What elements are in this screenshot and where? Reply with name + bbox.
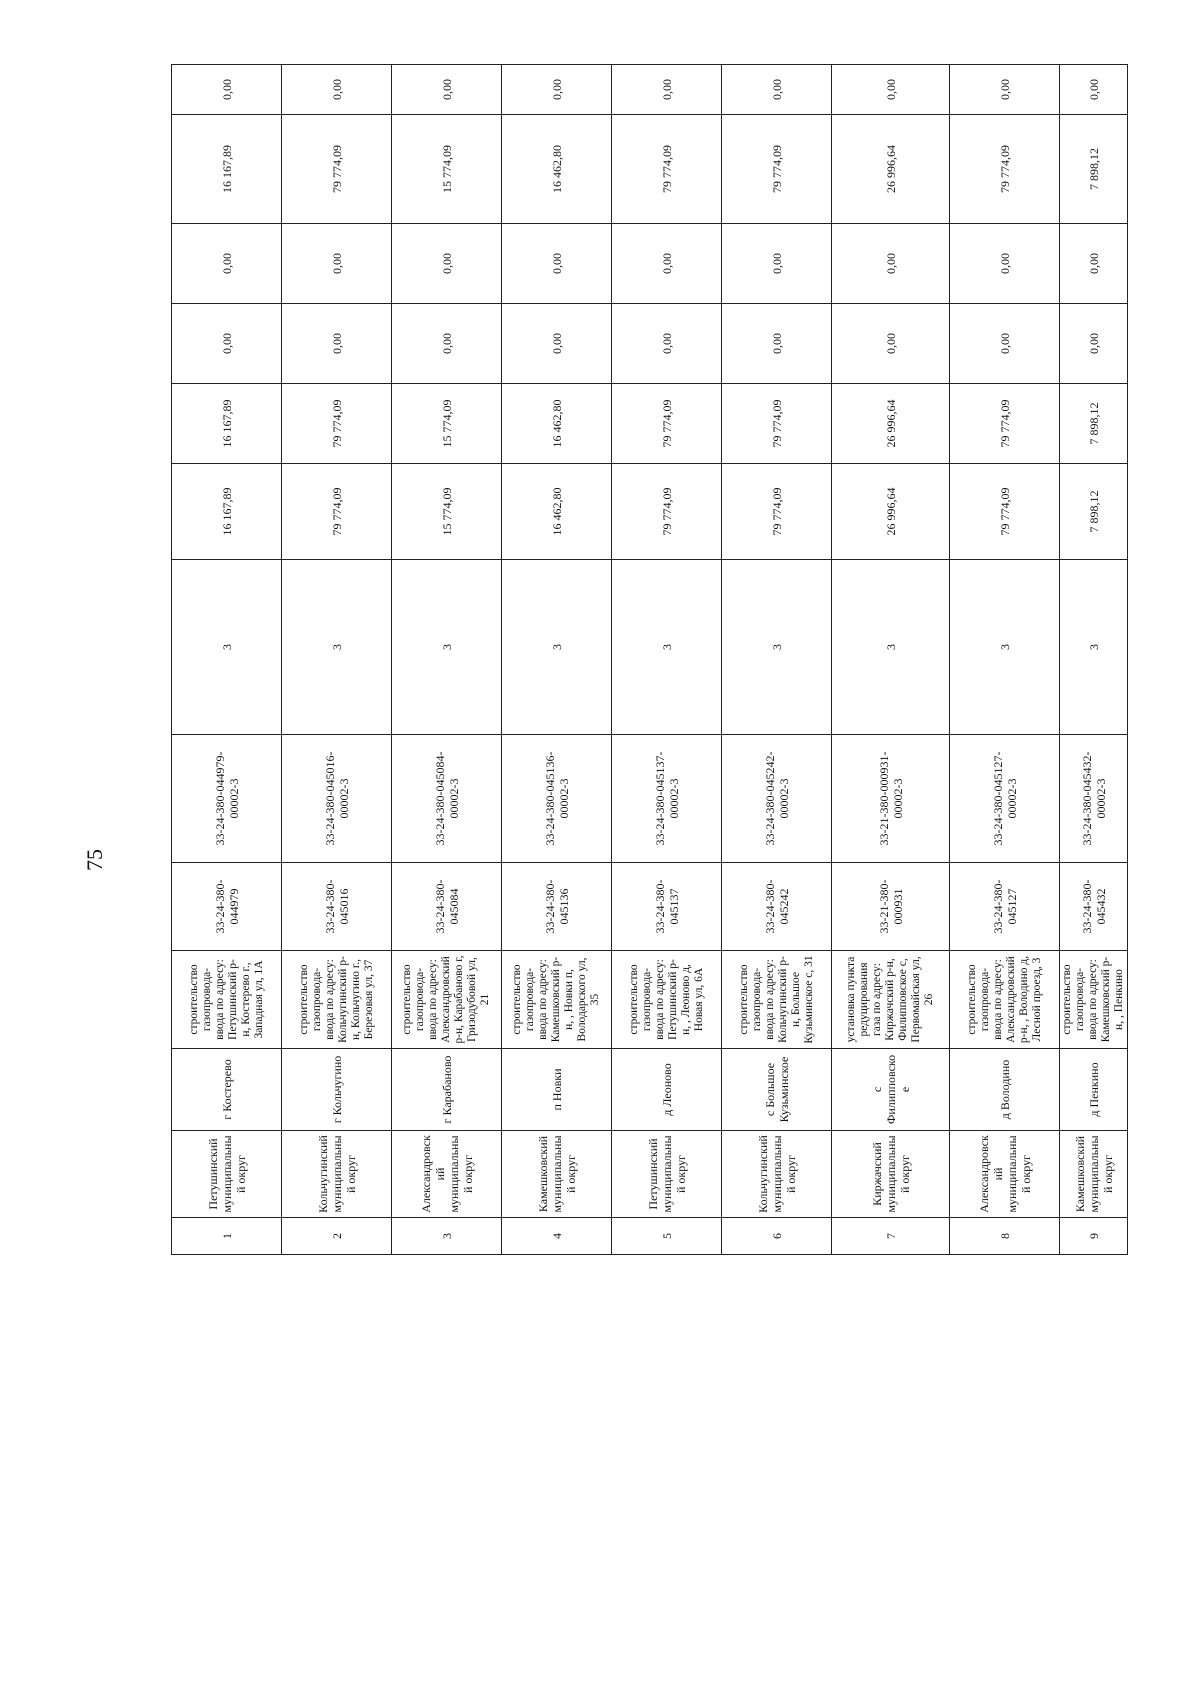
amount-5-cell: 7 898,12: [1060, 115, 1128, 224]
row-number-cell: 7: [832, 1218, 950, 1255]
category-cell: 3: [172, 560, 282, 735]
object-code-cell: 33-24-380-045242: [722, 863, 832, 951]
amount-4-cell: 0,00: [722, 224, 832, 304]
object-id-cell: 33-24-380-045084-00002-3: [392, 735, 502, 863]
table-row: [832, 65, 950, 1255]
amount-3-cell: 0,00: [832, 304, 950, 384]
table-row: [502, 65, 612, 1255]
rotated-table-container: [171, 79, 1125, 1255]
amount-3-cell: 0,00: [172, 304, 282, 384]
description-cell: строительство газопровода-ввода по адресу: Петушинский р-н, Костерево г., Западная ул, 1А: [172, 951, 282, 1049]
category-cell: 3: [392, 560, 502, 735]
total-amount-cell: 16 462,80: [502, 464, 612, 560]
description-cell: строительство газопровода-ввода по адресу: Александровский р-н, , Володино д, Лесной проезд, 3: [950, 951, 1060, 1049]
district-cell: Петушинский муниципальный округ: [612, 1131, 722, 1218]
locality-cell: д Леоново: [612, 1049, 722, 1131]
description-cell: строительство газопровода-ввода по адресу: Камешковский р-н, , Новки п, Володарского ул, 35: [502, 951, 612, 1049]
row-number-cell: 4: [502, 1218, 612, 1255]
district-cell: Александровский муниципальный округ: [392, 1131, 502, 1218]
category-cell: 3: [722, 560, 832, 735]
amount-3-cell: 0,00: [722, 304, 832, 384]
description-cell: строительство газопровода-ввода по адресу: Кольчугинский р-н, Кольчугино г., Березовая ул, 37: [282, 951, 392, 1049]
district-cell: Камешковский муниципальный округ: [1060, 1131, 1128, 1218]
district-cell: Петушинский муниципальный округ: [172, 1131, 282, 1218]
description-cell: строительство газопровода-ввода по адресу: Камешковский р-н, , Пенкино: [1060, 951, 1128, 1049]
category-cell: 3: [282, 560, 392, 735]
amount-4-cell: 0,00: [172, 224, 282, 304]
row-number-cell: 8: [950, 1218, 1060, 1255]
total-amount-cell: 7 898,12: [1060, 464, 1128, 560]
table-body: [172, 65, 1128, 1255]
locality-cell: г Кольчугино: [282, 1049, 392, 1131]
locality-cell: с Филипповское: [832, 1049, 950, 1131]
amount-4-cell: 0,00: [392, 224, 502, 304]
amount-6-cell: 0,00: [282, 65, 392, 115]
locality-cell: д Володино: [950, 1049, 1060, 1131]
category-cell: 3: [1060, 560, 1128, 735]
amount-3-cell: 0,00: [502, 304, 612, 384]
amount-2-cell: 15 774,09: [392, 384, 502, 464]
object-code-cell: 33-24-380-044979: [172, 863, 282, 951]
amount-6-cell: 0,00: [502, 65, 612, 115]
object-code-cell: 33-21-380-000931: [832, 863, 950, 951]
description-cell: строительство газопровода-ввода по адресу: Александровский р-н, Карабаново г, Гризодубовой ул, 21: [392, 951, 502, 1049]
district-cell: Кольчугинский муниципальный округ: [722, 1131, 832, 1218]
table-row: [172, 65, 282, 1255]
amount-4-cell: 0,00: [502, 224, 612, 304]
description-cell: строительство газопровода-ввода по адресу: Кольчугинский р-н, Большое Кузьминское с, 31: [722, 951, 832, 1049]
row-number-cell: 5: [612, 1218, 722, 1255]
row-number-cell: 1: [172, 1218, 282, 1255]
amount-3-cell: 0,00: [1060, 304, 1128, 384]
amount-2-cell: 79 774,09: [722, 384, 832, 464]
object-id-cell: 33-24-380-045016-00002-3: [282, 735, 392, 863]
amount-2-cell: 7 898,12: [1060, 384, 1128, 464]
district-cell: Александровский муниципальный округ: [950, 1131, 1060, 1218]
object-code-cell: 33-24-380-045136: [502, 863, 612, 951]
object-id-cell: 33-24-380-045127-00002-3: [950, 735, 1060, 863]
object-code-cell: 33-24-380-045137: [612, 863, 722, 951]
amount-6-cell: 0,00: [950, 65, 1060, 115]
total-amount-cell: 26 996,64: [832, 464, 950, 560]
object-code-cell: 33-24-380-045432: [1060, 863, 1128, 951]
total-amount-cell: 79 774,09: [950, 464, 1060, 560]
total-amount-cell: 79 774,09: [612, 464, 722, 560]
object-code-cell: 33-24-380-045084: [392, 863, 502, 951]
amount-2-cell: 79 774,09: [282, 384, 392, 464]
amount-3-cell: 0,00: [282, 304, 392, 384]
locality-cell: г Костерево: [172, 1049, 282, 1131]
amount-6-cell: 0,00: [612, 65, 722, 115]
table-row: [1060, 65, 1128, 1255]
object-id-cell: 33-24-380-045242-00002-3: [722, 735, 832, 863]
total-amount-cell: 15 774,09: [392, 464, 502, 560]
district-cell: Кольчугинский муниципальный округ: [282, 1131, 392, 1218]
amount-3-cell: 0,00: [612, 304, 722, 384]
object-id-cell: 33-24-380-045136-00002-3: [502, 735, 612, 863]
amount-2-cell: 16 462,80: [502, 384, 612, 464]
amount-5-cell: 26 996,64: [832, 115, 950, 224]
amount-6-cell: 0,00: [832, 65, 950, 115]
locality-cell: с Большое Кузьминское: [722, 1049, 832, 1131]
amount-4-cell: 0,00: [612, 224, 722, 304]
category-cell: 3: [832, 560, 950, 735]
amount-4-cell: 0,00: [832, 224, 950, 304]
amount-5-cell: 16 167,89: [172, 115, 282, 224]
amount-5-cell: 15 774,09: [392, 115, 502, 224]
object-id-cell: 33-24-380-045432-00002-3: [1060, 735, 1128, 863]
amount-6-cell: 0,00: [722, 65, 832, 115]
amount-2-cell: 79 774,09: [950, 384, 1060, 464]
row-number-cell: 9: [1060, 1218, 1128, 1255]
row-number-cell: 3: [392, 1218, 502, 1255]
object-id-cell: 33-24-380-044979-00002-3: [172, 735, 282, 863]
category-cell: 3: [612, 560, 722, 735]
district-cell: Киржачский муниципальный округ: [832, 1131, 950, 1218]
table-row: [282, 65, 392, 1255]
object-id-cell: 33-24-380-045137-00002-3: [612, 735, 722, 863]
object-code-cell: 33-24-380-045016: [282, 863, 392, 951]
table-row: [950, 65, 1060, 1255]
amount-5-cell: 79 774,09: [950, 115, 1060, 224]
locality-cell: г Карабаново: [392, 1049, 502, 1131]
amount-5-cell: 16 462,80: [502, 115, 612, 224]
amount-4-cell: 0,00: [950, 224, 1060, 304]
register-table: [171, 64, 1128, 1255]
amount-6-cell: 0,00: [1060, 65, 1128, 115]
district-cell: Камешковский муниципальный округ: [502, 1131, 612, 1218]
amount-4-cell: 0,00: [1060, 224, 1128, 304]
object-id-cell: 33-21-380-000931-00002-3: [832, 735, 950, 863]
total-amount-cell: 79 774,09: [722, 464, 832, 560]
description-cell: строительство газопровода-ввода по адресу: Петушинский р-н, , Леоново д, Новая ул, 6А: [612, 951, 722, 1049]
amount-6-cell: 0,00: [392, 65, 502, 115]
row-number-cell: 6: [722, 1218, 832, 1255]
total-amount-cell: 79 774,09: [282, 464, 392, 560]
category-cell: 3: [950, 560, 1060, 735]
object-code-cell: 33-24-380-045127: [950, 863, 1060, 951]
amount-4-cell: 0,00: [282, 224, 392, 304]
locality-cell: д Пенкино: [1060, 1049, 1128, 1131]
total-amount-cell: 16 167,89: [172, 464, 282, 560]
amount-2-cell: 79 774,09: [612, 384, 722, 464]
amount-6-cell: 0,00: [172, 65, 282, 115]
row-number-cell: 2: [282, 1218, 392, 1255]
category-cell: 3: [502, 560, 612, 735]
table-row: [722, 65, 832, 1255]
amount-5-cell: 79 774,09: [612, 115, 722, 224]
amount-5-cell: 79 774,09: [722, 115, 832, 224]
locality-cell: п Новки: [502, 1049, 612, 1131]
description-cell: установка пункта редуцирования газа по адресу: Киржачский р-н, Филипповское с, Первомайская ул, 26: [832, 951, 950, 1049]
table-row: [392, 65, 502, 1255]
amount-3-cell: 0,00: [392, 304, 502, 384]
amount-2-cell: 16 167,89: [172, 384, 282, 464]
table-row: [612, 65, 722, 1255]
page-number: 75: [82, 849, 107, 871]
amount-2-cell: 26 996,64: [832, 384, 950, 464]
amount-3-cell: 0,00: [950, 304, 1060, 384]
amount-5-cell: 79 774,09: [282, 115, 392, 224]
